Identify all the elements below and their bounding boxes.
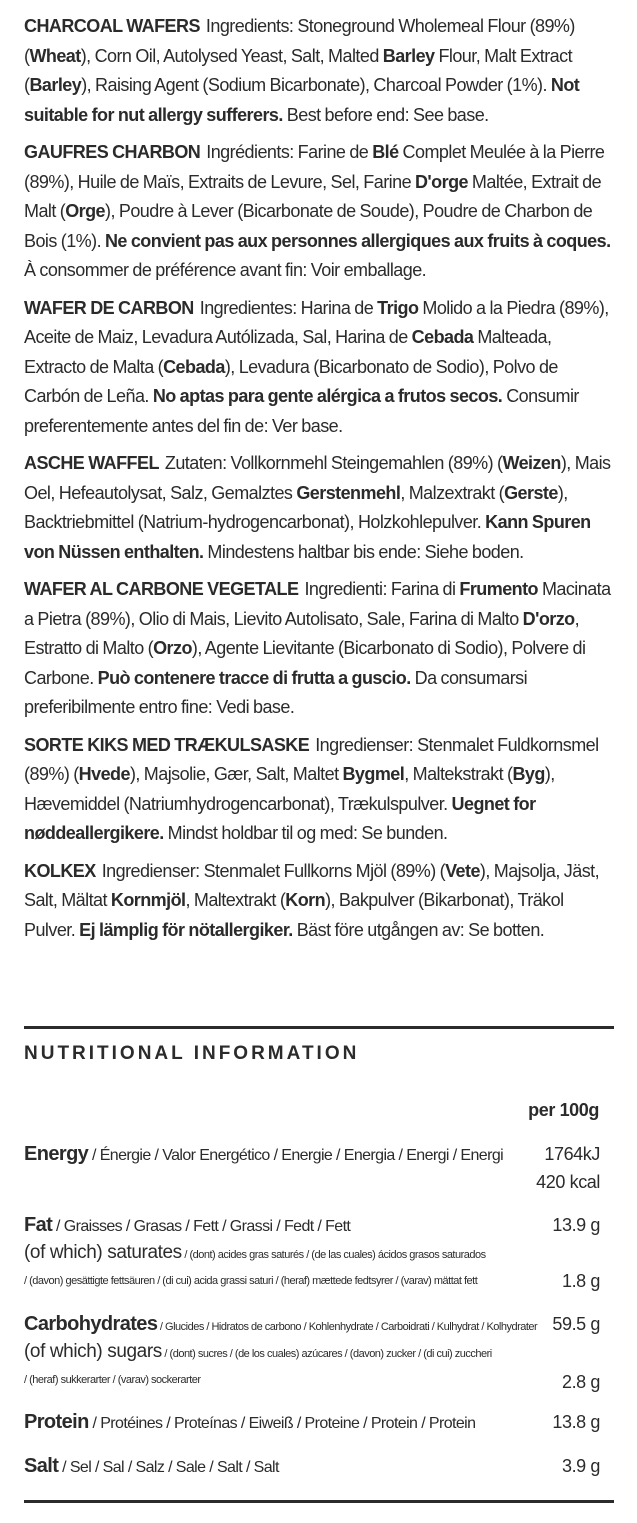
ingredient-text: ), Majsolja, Jäst, Salt, Mältat	[24, 860, 600, 910]
ingredient-text: Macinata a Pietra (89%), Olio di Mais, Lievito Autolisato, Sale, Farina di Malto	[24, 579, 611, 629]
protein-translations: / Protéines / Proteínas / Eiweiß / Proteine / Protein / Protein	[88, 1415, 476, 1432]
allergen-text: Frumento	[459, 579, 538, 599]
carbohydrates-row	[24, 1310, 600, 1340]
allergen-text: Vete	[445, 860, 480, 881]
ingredient-text: ), Backtriebmittel (Natrium-hydrogencarbonat), Holzkohlepulver.	[24, 482, 568, 532]
ingredients-paragraph	[24, 449, 614, 567]
carbohydrates-translations: / Glucides / Hidratos de carbono / Kohlenhydrate / Carboidrati / Kulhydrat / Kolhydrater	[157, 1321, 538, 1333]
allergen-text: Può contenere tracce di frutta a guscio.	[97, 667, 411, 688]
product-name: ASCHE WAFFEL	[24, 453, 159, 473]
ingredient-text: Complet Meulée à la Pierre (89%), Huile de Maïs, Extraits de Levure, Sel, Farine	[24, 142, 605, 192]
ingredient-text: , Maltextrakt (	[185, 890, 286, 910]
allergen-text: Barley	[382, 45, 435, 66]
protein-row	[24, 1408, 600, 1438]
protein-value: 13.8 g	[552, 1412, 600, 1432]
ingredient-text: ), Agente Lievitante (Bicarbonato di Sodio), Polvere di Carbone.	[24, 638, 586, 688]
allergen-text: Not suitable for nut allergy sufferers.	[24, 75, 580, 125]
energy-row	[24, 1140, 600, 1200]
fat-row	[24, 1211, 600, 1241]
ingredients-paragraph	[24, 138, 614, 286]
salt-value: 3.9 g	[561, 1456, 600, 1476]
salt-label: Salt	[24, 1455, 59, 1477]
allergen-text: Hvede	[78, 764, 130, 784]
sugars-value: 2.8 g	[561, 1372, 600, 1392]
sugars-translations-2: / (heraf) sukkerarter / (varav) sockerarter	[24, 1374, 201, 1386]
ingredient-text: ), Levadura (Bicarbonato de Sodio), Polvo de Carbón de Leña.	[24, 356, 558, 406]
ingredient-text: ), Majsolie, Gær, Salt, Maltet	[129, 764, 343, 784]
allergen-text: Blé	[372, 142, 399, 162]
saturates-translations-1: / (dont) acides gras saturés / (de las cuales) ácidos grasos saturados	[181, 1249, 486, 1261]
allergen-text: Bygmel	[342, 764, 405, 784]
nutrition-bottom-rule	[24, 1500, 614, 1503]
ingredient-text: Zutaten: Vollkornmehl Steingemahlen (89%) (	[164, 453, 503, 473]
allergen-text: Byg	[512, 764, 545, 784]
energy-label: Energy	[24, 1143, 89, 1165]
ingredient-text: Ingredients: Stoneground Wholemeal Flour (89%) (	[24, 16, 575, 66]
saturates-row	[24, 1239, 600, 1299]
allergen-text: D'orzo	[522, 608, 575, 629]
allergen-text: No aptas para gente alérgica a frutos secos.	[152, 386, 503, 406]
energy-kj-value: 1764kJ	[544, 1144, 600, 1164]
allergen-text: Cebada	[411, 327, 474, 347]
product-name: WAFER DE CARBON	[24, 297, 194, 318]
saturates-translations-2: / (davon) gesättigte fettsäuren / (di cui) acida grassi saturi / (heraf) mættede fedtsyrer / (varav) mättat fett	[24, 1275, 478, 1287]
product-name: SORTE KIKS MED TRÆKULSASKE	[24, 734, 310, 755]
allergen-text: Uegnet for nøddeallergikere.	[24, 793, 536, 843]
saturates-label: (of which) saturates	[24, 1242, 182, 1263]
ingredient-text: Best before end: See base.	[282, 104, 489, 125]
ingredient-text: Consumir preferentemente antes del fin de: Ver base.	[24, 386, 579, 436]
ingredient-text: Mindst holdbar til og med: Se bunden.	[163, 823, 448, 843]
allergen-text: Barley	[29, 75, 82, 95]
product-name: WAFER AL CARBONE VEGETALE	[24, 579, 299, 599]
carbohydrates-value: 59.5 g	[552, 1314, 600, 1334]
ingredients-paragraph	[24, 575, 614, 723]
salt-row	[24, 1452, 600, 1482]
allergen-text: Gerste	[504, 482, 558, 503]
ingredient-text: Mindestens haltbar bis ende: Siehe boden.	[203, 541, 524, 562]
ingredient-text: ), Raising Agent (Sodium Bicarbonate), Charcoal Powder (1%).	[81, 75, 551, 95]
product-name: KOLKEX	[24, 860, 96, 881]
allergen-text: Gerstenmehl	[296, 482, 401, 503]
protein-label: Protein	[24, 1411, 89, 1433]
ingredients-paragraph	[24, 731, 614, 849]
ingredient-text: Ingrédients: Farine de	[206, 142, 373, 162]
ingredients-paragraph	[24, 294, 614, 442]
allergen-text: Kann Spuren von Nüssen enthalten.	[24, 512, 591, 562]
salt-translations: / Sel / Sal / Salz / Sale / Salt / Salt	[58, 1459, 279, 1476]
carbohydrates-label: Carbohydrates	[24, 1313, 158, 1335]
ingredient-text: Malteada, Extracto de Malta (	[24, 327, 552, 377]
ingredient-text: Bäst före utgången av: Se botten.	[292, 919, 545, 940]
fat-label: Fat	[24, 1214, 53, 1236]
allergen-text: Cebada	[163, 356, 225, 377]
energy-translations: / Énergie / Valor Energético / Energie / Energia / Energi / Energi	[88, 1147, 504, 1164]
ingredient-text: Flour, Malt Extract (	[24, 45, 573, 95]
ingredient-text: ), Mais Oel, Hefeautolysat, Salz, Gemalztes	[24, 453, 611, 503]
allergen-text: Korn	[285, 890, 326, 910]
sugars-translations-1: / (dont) sucres / (de los cuales) azúcares / (davon) zucker / (di cui) zuccheri	[161, 1348, 492, 1360]
ingredient-text: Ingredienser: Stenmalet Fuldkornsmel (89%) (	[24, 734, 599, 784]
allergen-text: Kornmjöl	[110, 890, 186, 910]
saturates-value: 1.8 g	[561, 1271, 600, 1291]
allergen-text: Orge	[65, 201, 106, 221]
ingredient-text: Da consumarsi preferibilmente entro fine: Vedi base.	[24, 667, 528, 717]
ingredients-paragraph	[24, 857, 614, 946]
sugars-row	[24, 1338, 600, 1398]
allergen-text: Ne convient pas aux personnes allergiques aux fruits à coques.	[104, 230, 611, 251]
allergen-text: Ej lämplig för nötallergiker.	[79, 919, 293, 940]
fat-translations: / Graisses / Grasas / Fett / Grassi / Fedt / Fett	[52, 1218, 351, 1235]
ingredient-text: ), Bakpulver (Bikarbonat), Träkol Pulver.	[24, 890, 564, 940]
nutrition-top-rule	[24, 1026, 614, 1029]
ingredients-paragraph	[24, 12, 614, 130]
allergen-text: Weizen	[502, 453, 561, 473]
nutrition-title: NUTRITIONAL INFORMATION	[24, 1043, 360, 1064]
allergen-text: Orzo	[153, 638, 192, 658]
ingredient-text: Maltée, Extrait de Malt (	[24, 171, 602, 221]
sugars-label: (of which) sugars	[24, 1341, 162, 1362]
fat-value: 13.9 g	[552, 1215, 600, 1235]
ingredient-text: ), Corn Oil, Autolysed Yeast, Salt, Malted	[80, 45, 383, 66]
per-100g-header: per 100g	[528, 1100, 599, 1120]
product-name: GAUFRES CHARBON	[24, 142, 201, 162]
ingredient-text: , Estratto di Malto (	[24, 608, 580, 658]
ingredient-text: Molido a la Piedra (89%), Aceite de Maiz, Levadura Autólizada, Sal, Harina de	[24, 297, 609, 347]
ingredient-text: À consommer de préférence avant fin: Voir emballage.	[24, 260, 427, 280]
ingredient-text: Ingredientes: Harina de	[199, 297, 378, 318]
product-name: CHARCOAL WAFERS	[24, 16, 200, 36]
ingredient-text: ), Hævemiddel (Natriumhydrogencarbonat), Trækulspulver.	[24, 764, 555, 814]
ingredient-text: ), Poudre à Lever (Bicarbonate de Soude), Poudre de Charbon de Bois (1%).	[24, 201, 593, 251]
ingredient-text: Ingredienti: Farina di	[304, 579, 460, 599]
ingredients-section	[24, 12, 614, 953]
ingredient-text: , Malzextrakt (	[400, 482, 505, 503]
ingredient-text: Ingredienser: Stenmalet Fullkorns Mjöl (89%) (	[101, 860, 446, 881]
energy-kcal-value: 420 kcal	[536, 1172, 600, 1192]
allergen-text: D'orge	[414, 171, 468, 192]
allergen-text: Trigo	[377, 297, 419, 318]
ingredient-text: , Maltekstrakt (	[404, 764, 513, 784]
allergen-text: Wheat	[29, 45, 81, 66]
